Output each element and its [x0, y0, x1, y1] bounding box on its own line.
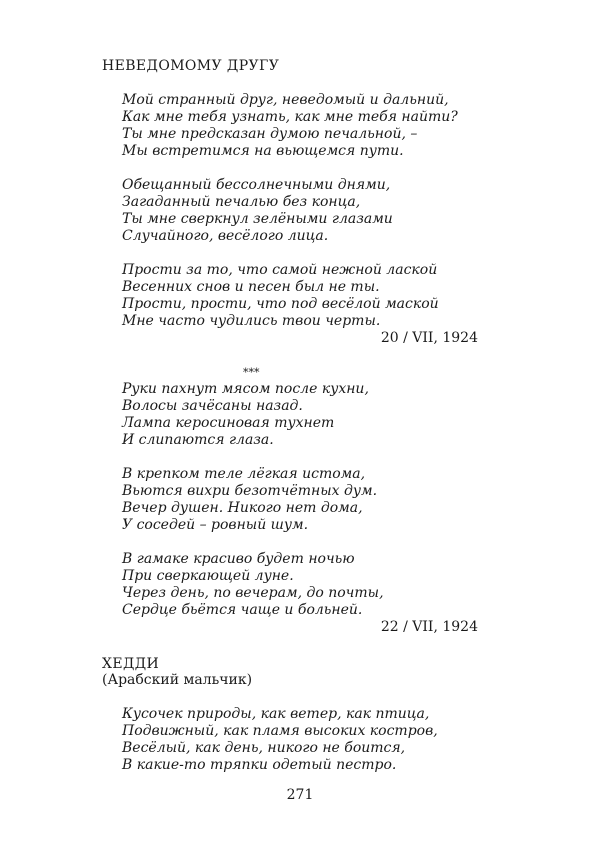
- verse-line: В крепком теле лёгкая истома,: [122, 466, 366, 482]
- verse-line: Кусочек природы, как ветер, как птица,: [122, 706, 430, 722]
- section-separator: ***: [243, 366, 260, 379]
- verse-line: Ты мне предсказан думою печальной, –: [122, 126, 418, 142]
- poem-title: ХЕДДИ: [102, 656, 160, 672]
- poem-date: 22 / VII, 1924: [380, 619, 478, 635]
- verse-line: Через день, по вечерам, до почты,: [122, 585, 384, 601]
- verse-line: Мой странный друг, неведомый и дальний,: [122, 92, 449, 108]
- verse-line: Мы встретимся на вьющемся пути.: [122, 143, 404, 159]
- verse-line: Прости, прости, что под весёлой маской: [122, 296, 439, 312]
- verse-line: Весенних снов и песен был не ты.: [122, 279, 380, 295]
- stanza: [122, 551, 384, 619]
- verse-line: Ты мне сверкнул зелёными глазами: [122, 211, 393, 227]
- verse-line: В гамаке красиво будет ночью: [122, 551, 355, 567]
- stanza: [122, 381, 369, 449]
- poem-title: НЕВЕДОМОМУ ДРУГУ: [102, 58, 280, 74]
- verse-line: Волосы зачёсаны назад.: [122, 398, 303, 414]
- page-number: 271: [286, 787, 314, 803]
- stanza: [122, 706, 438, 774]
- verse-line: Случайного, весёлого лица.: [122, 228, 329, 244]
- verse-line: Как мне тебя узнать, как мне тебя найти?: [122, 109, 458, 125]
- verse-line: Загаданный печалью без конца,: [122, 194, 361, 210]
- verse-line: Подвижный, как пламя высоких костров,: [122, 723, 438, 739]
- verse-line: При сверкающей луне.: [122, 568, 294, 584]
- verse-line: В какие-то тряпки одетый пестро.: [122, 757, 397, 773]
- verse-line: Вьются вихри безотчётных дум.: [122, 483, 378, 499]
- verse-line: Лампа керосиновая тухнет: [122, 415, 335, 431]
- verse-line: Сердце бьётся чаще и больней.: [122, 602, 363, 618]
- verse-line: У соседей – ровный шум.: [122, 517, 309, 533]
- verse-line: Руки пахнут мясом после кухни,: [122, 381, 369, 397]
- stanza: [122, 92, 458, 160]
- verse-line: Весёлый, как день, никого не боится,: [122, 740, 406, 756]
- poem-subtitle: (Арабский мальчик): [102, 672, 253, 688]
- stanza: [122, 466, 377, 534]
- verse-line: Прости за то, что самой нежной лаской: [122, 262, 438, 278]
- verse-line: И слипаются глаза.: [122, 432, 274, 448]
- stanza: [122, 262, 439, 330]
- stanza: [122, 177, 393, 245]
- verse-line: Мне часто чудились твои черты.: [122, 313, 381, 329]
- verse-line: Обещанный бессолнечными днями,: [122, 177, 391, 193]
- poem-date: 20 / VII, 1924: [380, 330, 478, 346]
- verse-line: Вечер душен. Никого нет дома,: [122, 500, 363, 516]
